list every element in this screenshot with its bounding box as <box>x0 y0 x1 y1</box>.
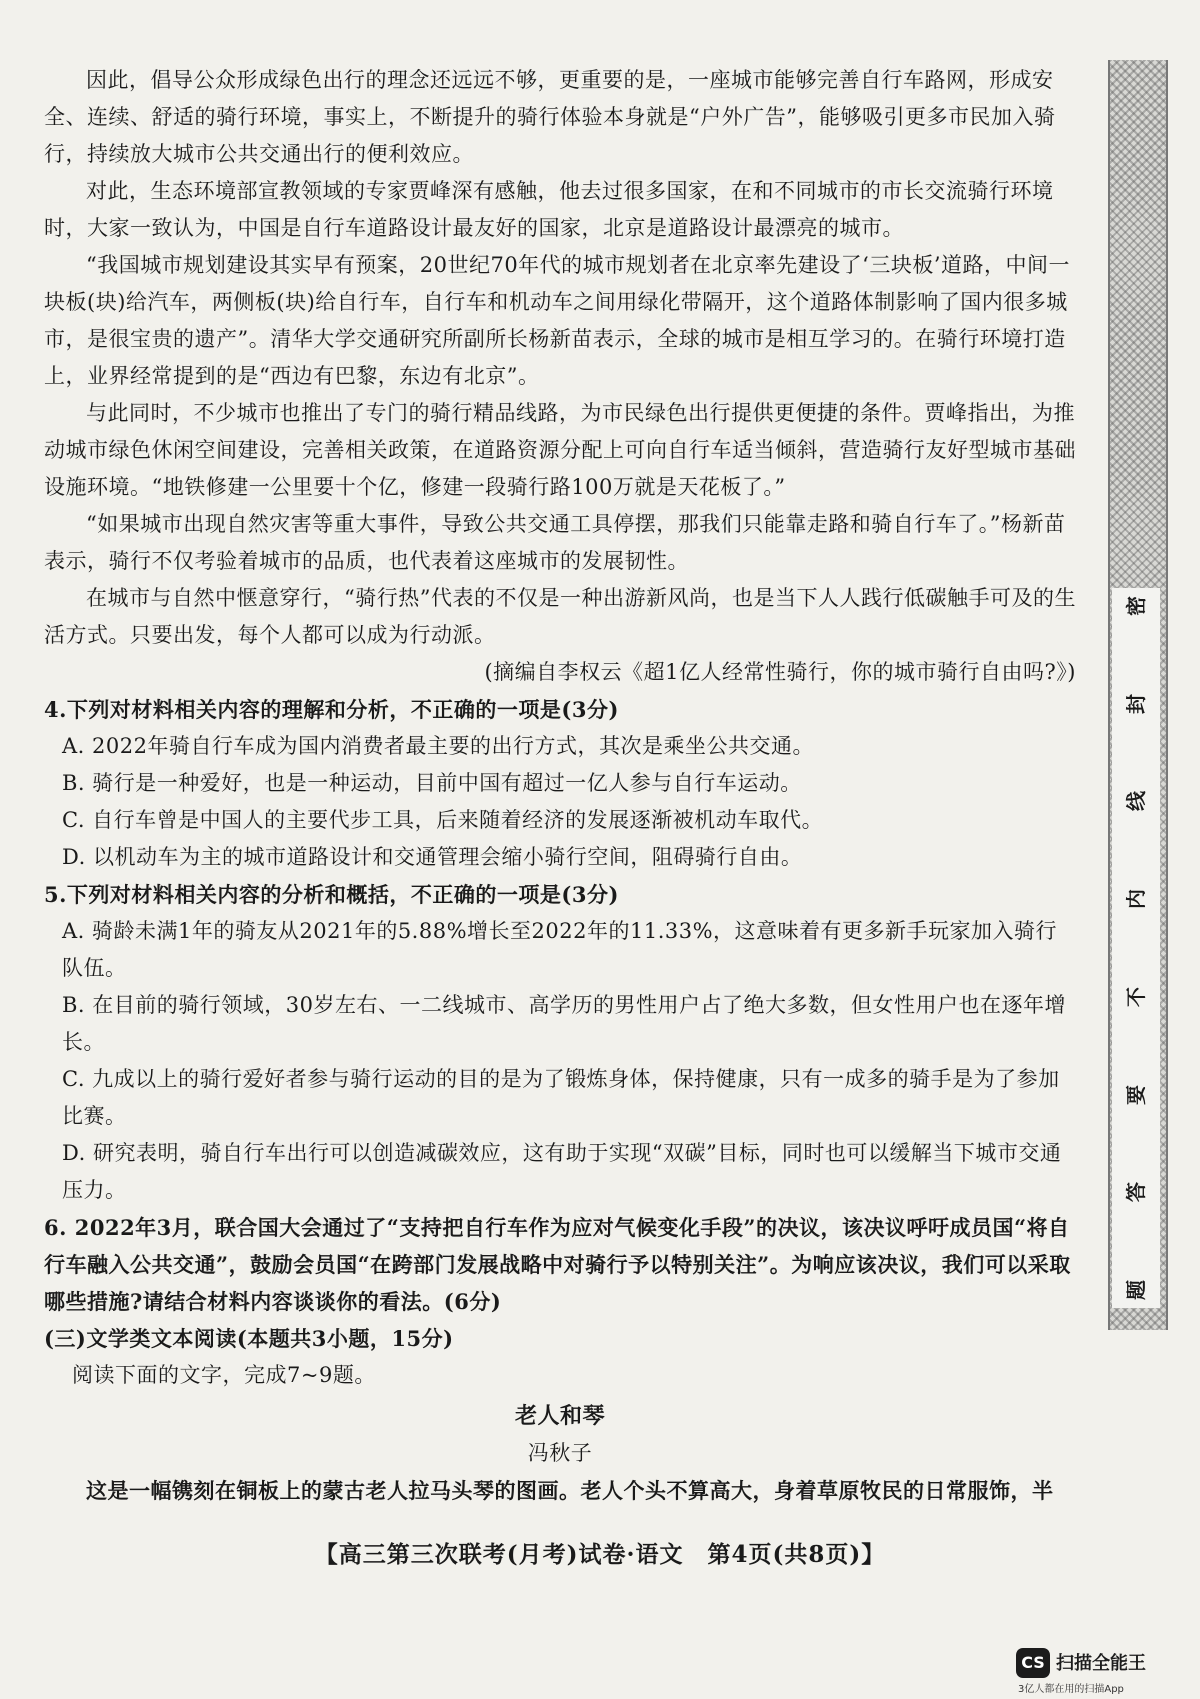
binding-char: 不 <box>1124 986 1148 1007</box>
question-5-option-c: C. 九成以上的骑行爱好者参与骑行运动的目的是为了锻炼身体，保持健康，只有一成多的骑手是为了参加比赛。 <box>62 1067 1060 1128</box>
scanner-logo-icon: CS <box>1016 1648 1050 1678</box>
question-4-option-c: C. 自行车曾是中国人的主要代步工具，后来随着经济的发展逐渐被机动车取代。 <box>62 808 824 832</box>
binding-char: 封 <box>1124 693 1148 714</box>
story-title: 老人和琴 <box>514 1403 605 1429</box>
binding-char: 线 <box>1124 791 1148 812</box>
question-5-option-a: A. 骑龄未满1年的骑友从2021年的5.88%增长至2022年的11.33%，这意味着有更多新手玩家加入骑行队伍。 <box>62 919 1058 980</box>
binding-char: 要 <box>1124 1084 1148 1105</box>
question-5-option-d: D. 研究表明，骑自行车出行可以创造减碳效应，这有助于实现“双碳”目标，同时也可以缓解当下城市交通压力。 <box>62 1141 1062 1202</box>
paragraph-3: “我国城市规划建设其实早有预案，20世纪70年代的城市规划者在北京率先建设了‘三块板’道路，中间一块板(块)给汽车，两侧板(块)给自行车，自行车和机动车之间用绿化带隔开，这个道路体制影响了国内很多城市，是很宝贵的遗产”。清华大学交通研究所副所长杨新苗表示，全球的城市是相互学习的。在骑行环境打造上，业界经常提到的是“西边有巴黎，东边有北京”。 <box>44 253 1071 388</box>
page-content <box>44 62 1076 1509</box>
scanner-app-name: 扫描全能王 <box>1056 1653 1146 1674</box>
source-citation: (摘编自李权云《超1亿人经常性骑行，你的城市骑行自由吗?》) <box>484 660 1076 684</box>
scanner-watermark <box>1016 1648 1196 1695</box>
paragraph-5: “如果城市出现自然灾害等重大事件，导致公共交通工具停摆，那我们只能靠走路和骑自行车了。”杨新苗表示，骑行不仅考验着城市的品质，也代表着这座城市的发展韧性。 <box>44 512 1066 573</box>
story-first-line: 这是一幅镌刻在铜板上的蒙古老人拉马头琴的图画。老人个头不算高大，身着草原牧民的日常服饰，半 <box>86 1478 1054 1503</box>
paragraph-2: 对此，生态环境部宣教领域的专家贾峰深有感触，他去过很多国家，在和不同城市的市长交流骑行环境时，大家一致认为，中国是自行车道路设计最友好的国家，北京是道路设计最漂亮的城市。 <box>44 179 1054 240</box>
story-author: 冯秋子 <box>527 1441 593 1465</box>
question-4-stem: 4.下列对材料相关内容的理解和分析，不正确的一项是(3分) <box>44 697 619 722</box>
section-3-heading: (三)文学类文本阅读(本题共3小题，15分) <box>44 1326 454 1351</box>
reading-instruction: 阅读下面的文字，完成7~9题。 <box>72 1363 376 1387</box>
page-footer: 【高三第三次联考(月考)试卷·语文 第4页(共8页)】 <box>314 1541 886 1568</box>
paragraph-4: 与此同时，不少城市也推出了专门的骑行精品线路，为市民绿色出行提供更便捷的条件。贾峰指出，为推动城市绿色休闲空间建设，完善相关政策，在道路资源分配上可向自行车适当倾斜，营造骑行友好型城市基础设施环境。“地铁修建一公里要十个亿，修建一段骑行路100万就是天花板了。” <box>44 401 1076 499</box>
binding-notice <box>1112 588 1160 1308</box>
binding-char: 密 <box>1124 596 1148 616</box>
binding-char: 题 <box>1124 1279 1148 1300</box>
question-5-option-b: B. 在目前的骑行领域，30岁左右、一二线城市、高学历的男性用户占了绝大多数，但女性用户也在逐年增长。 <box>62 993 1067 1054</box>
question-5-stem: 5.下列对材料相关内容的分析和概括，不正确的一项是(3分) <box>44 882 619 907</box>
question-6: 6. 2022年3月，联合国大会通过了“支持把自行车作为应对气候变化手段”的决议，该决议呼吁成员国“将自行车融入公共交通”，鼓励会员国“在跨部门发展战略中对骑行予以特别关注”。为响应该决议，我们可以采取哪些措施?请结合材料内容谈谈你的看法。(6分) <box>44 1215 1071 1314</box>
question-4-option-d: D. 以机动车为主的城市道路设计和交通管理会缩小骑行空间，阻碍骑行自由。 <box>62 845 803 869</box>
binding-char: 答 <box>1124 1182 1148 1203</box>
paragraph-6: 在城市与自然中惬意穿行，“骑行热”代表的不仅是一种出游新风尚，也是当下人人践行低碳触手可及的生活方式。只要出发，每个人都可以成为行动派。 <box>44 586 1076 647</box>
question-4-option-a: A. 2022年骑自行车成为国内消费者最主要的出行方式，其次是乘坐公共交通。 <box>62 734 814 758</box>
binding-char: 内 <box>1124 889 1148 910</box>
scanner-tagline: 3亿人都在用的扫描App <box>1018 1684 1124 1695</box>
question-4-option-b: B. 骑行是一种爱好，也是一种运动，目前中国有超过一亿人参与自行车运动。 <box>62 771 802 795</box>
paragraph-1: 因此，倡导公众形成绿色出行的理念还远远不够，更重要的是，一座城市能够完善自行车路网，形成安全、连续、舒适的骑行环境，事实上，不断提升的骑行体验本身就是“户外广告”，能够吸引更多市民加入骑行，持续放大城市公共交通出行的便利效应。 <box>44 68 1056 166</box>
